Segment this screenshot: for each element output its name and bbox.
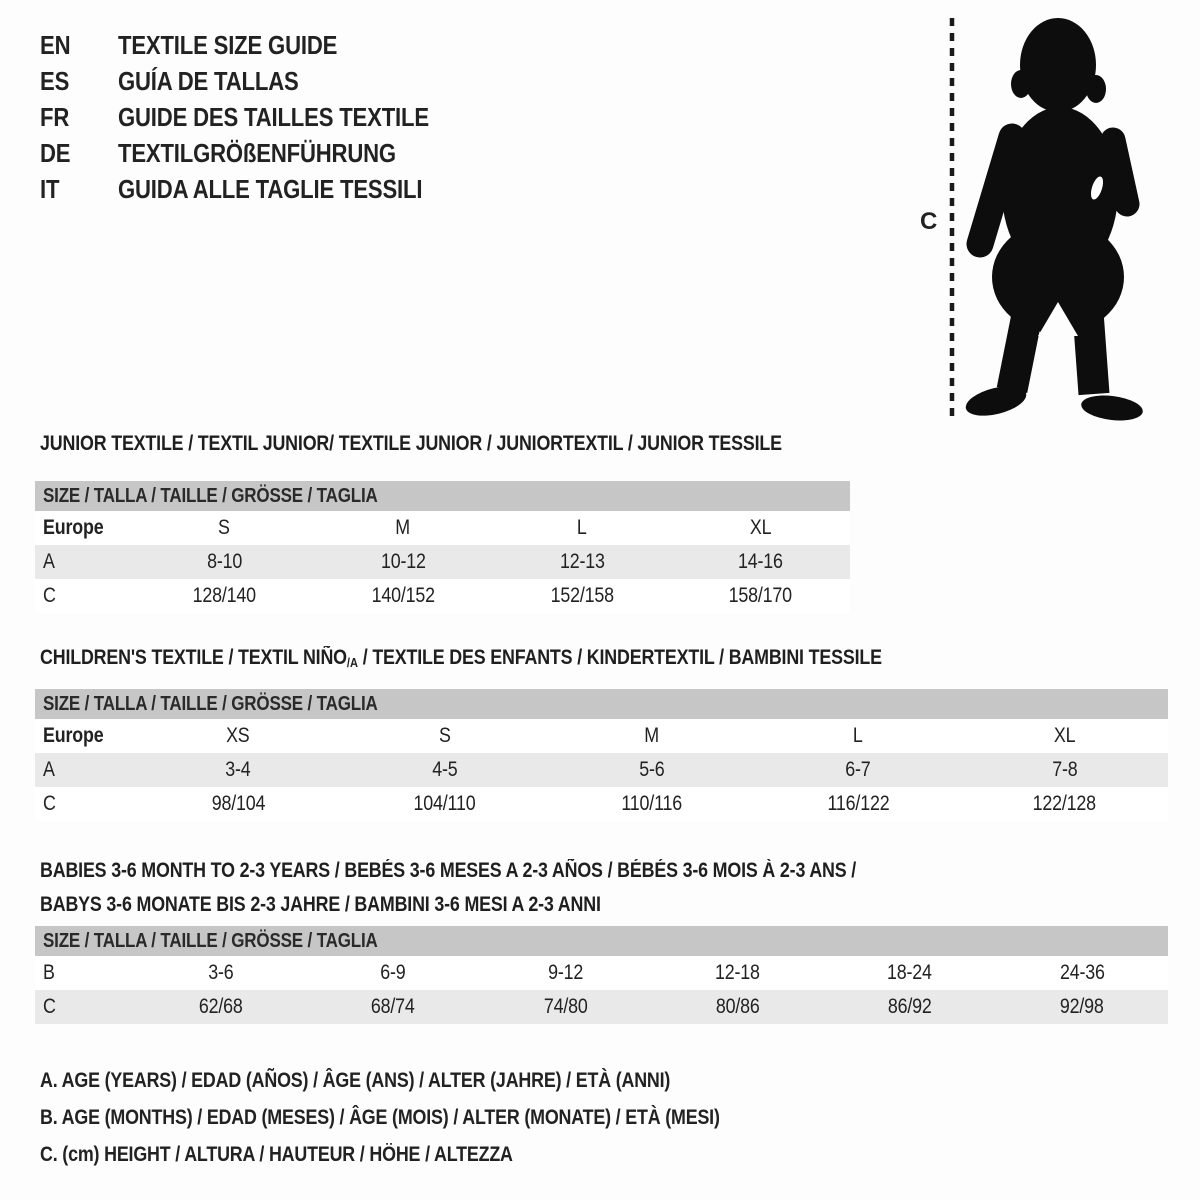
language-row-fr — [40, 99, 484, 135]
guide-title-de: TEXTILGRÖßENFÜHRUNG — [118, 137, 396, 168]
title-subscript: /A — [346, 655, 358, 670]
babies-size-header-bar: SIZE / TALLA / TAILLE / GRÖSSE / TAGLIA — [35, 926, 1168, 956]
row-label: Europe — [43, 516, 104, 539]
children-size-header-bar: SIZE / TALLA / TAILLE / GRÖSSE / TAGLIA — [35, 689, 1168, 719]
row-label: C — [43, 584, 56, 607]
months-cell: 9-12 — [547, 961, 583, 984]
size-cell: XS — [226, 724, 251, 747]
language-code: FR — [40, 101, 70, 132]
height-cell: 62/68 — [199, 995, 243, 1018]
baby-silhouette — [963, 18, 1144, 422]
age-cell: 7-8 — [1052, 758, 1078, 781]
baby-silhouette-graphic — [900, 12, 1150, 422]
age-cell: 5-6 — [638, 758, 665, 781]
height-measure-figure — [900, 12, 1150, 422]
language-code: ES — [40, 65, 70, 96]
size-cell: L — [576, 516, 587, 539]
language-code: EN — [40, 29, 71, 60]
junior-height-row — [35, 579, 850, 613]
age-cell: 10-12 — [380, 550, 426, 573]
junior-section-title: JUNIOR TEXTILE / TEXTIL JUNIOR/ TEXTILE JUNIOR / JUNIORTEXTIL / JUNIOR TESSILE — [40, 432, 782, 455]
size-cell: M — [395, 516, 411, 539]
language-row-es — [40, 63, 484, 99]
row-label: B — [43, 961, 55, 984]
height-cell: 104/110 — [413, 792, 476, 815]
age-cell: 6-7 — [845, 758, 871, 781]
children-size-table — [35, 689, 1168, 821]
months-cell: 24-36 — [1059, 961, 1105, 984]
height-cell: 98/104 — [211, 792, 266, 815]
babies-section-title — [40, 854, 1000, 922]
guide-title-es: GUÍA DE TALLAS — [118, 65, 299, 96]
height-cell: 68/74 — [371, 995, 416, 1018]
junior-europe-row — [35, 511, 850, 545]
language-title-list — [40, 27, 484, 207]
months-cell: 18-24 — [887, 961, 933, 984]
babies-height-row — [35, 990, 1168, 1024]
months-cell: 3-6 — [208, 961, 234, 984]
height-cell: 152/158 — [550, 584, 614, 607]
legend-age-months: B. AGE (MONTHS) / EDAD (MESES) / ÂGE (MOIS) / ALTER (MONATE) / ETÀ (MESI) — [40, 1106, 720, 1129]
size-cell: XL — [749, 516, 772, 539]
row-label: C — [43, 792, 56, 815]
height-measure-label: C — [920, 208, 938, 235]
height-cell: 74/80 — [543, 995, 588, 1018]
age-cell: 3-4 — [225, 758, 251, 781]
legend-height-cm: C. (cm) HEIGHT / ALTURA / HAUTEUR / HÖHE / ALTEZZA — [40, 1143, 513, 1166]
babies-title-line1: BABIES 3-6 MONTH TO 2-3 YEARS / BEBÉS 3-6 MESES A 2-3 AÑOS / BÉBÉS 3-6 MOIS À 2-3 ANS / — [40, 859, 857, 882]
height-cell: 158/170 — [728, 584, 793, 607]
measure-legend — [40, 1062, 840, 1173]
guide-title-en: TEXTILE SIZE GUIDE — [118, 29, 338, 60]
children-europe-row — [35, 719, 1168, 753]
language-row-it — [40, 171, 484, 207]
height-cell: 128/140 — [192, 584, 257, 607]
height-cell: 110/116 — [621, 792, 682, 815]
row-label: C — [43, 995, 56, 1018]
junior-size-header-bar: SIZE / TALLA / TAILLE / GRÖSSE / TAGLIA — [35, 481, 850, 511]
legend-age-years: A. AGE (YEARS) / EDAD (AÑOS) / ÂGE (ANS) / ALTER (JAHRE) / ETÀ (ANNI) — [40, 1069, 671, 1092]
months-cell: 12-18 — [715, 961, 760, 984]
size-cell: M — [644, 724, 659, 747]
language-code: DE — [40, 137, 71, 168]
guide-title-it: GUIDA ALLE TAGLIE TESSILI — [118, 173, 423, 204]
row-label: A — [43, 550, 55, 573]
height-cell: 122/128 — [1032, 792, 1097, 815]
row-label: Europe — [43, 724, 104, 747]
age-cell: 12-13 — [559, 550, 605, 573]
height-cell: 140/152 — [371, 584, 435, 607]
junior-size-table — [35, 481, 850, 613]
children-age-row — [35, 753, 1168, 787]
height-cell: 116/122 — [827, 792, 890, 815]
children-height-row — [35, 787, 1168, 821]
height-cell: 80/86 — [715, 995, 760, 1018]
language-row-de — [40, 135, 484, 171]
row-label: A — [43, 758, 55, 781]
guide-title-fr: GUIDE DES TAILLES TEXTILE — [118, 101, 429, 132]
babies-size-table — [35, 926, 1168, 1024]
height-cell: 92/98 — [1060, 995, 1104, 1018]
babies-title-line2: BABYS 3-6 MONATE BIS 2-3 JAHRE / BAMBINI 3-6 MESI A 2-3 ANNI — [40, 893, 601, 916]
size-cell: S — [439, 724, 451, 747]
size-cell: S — [218, 516, 231, 539]
months-cell: 6-9 — [380, 961, 406, 984]
age-cell: 14-16 — [738, 550, 784, 573]
age-cell: 4-5 — [432, 758, 458, 781]
size-cell: XL — [1053, 724, 1076, 747]
junior-age-row — [35, 545, 850, 579]
age-cell: 8-10 — [206, 550, 242, 573]
language-row-en — [40, 27, 484, 63]
children-section-title: CHILDREN'S TEXTILE / TEXTIL NIÑO/A / TEXTILE DES ENFANTS / KINDERTEXTIL / BAMBINI TESSILE — [40, 646, 882, 670]
babies-months-row — [35, 956, 1168, 990]
size-cell: L — [853, 724, 863, 747]
language-code: IT — [40, 173, 60, 204]
height-cell: 86/92 — [887, 995, 932, 1018]
